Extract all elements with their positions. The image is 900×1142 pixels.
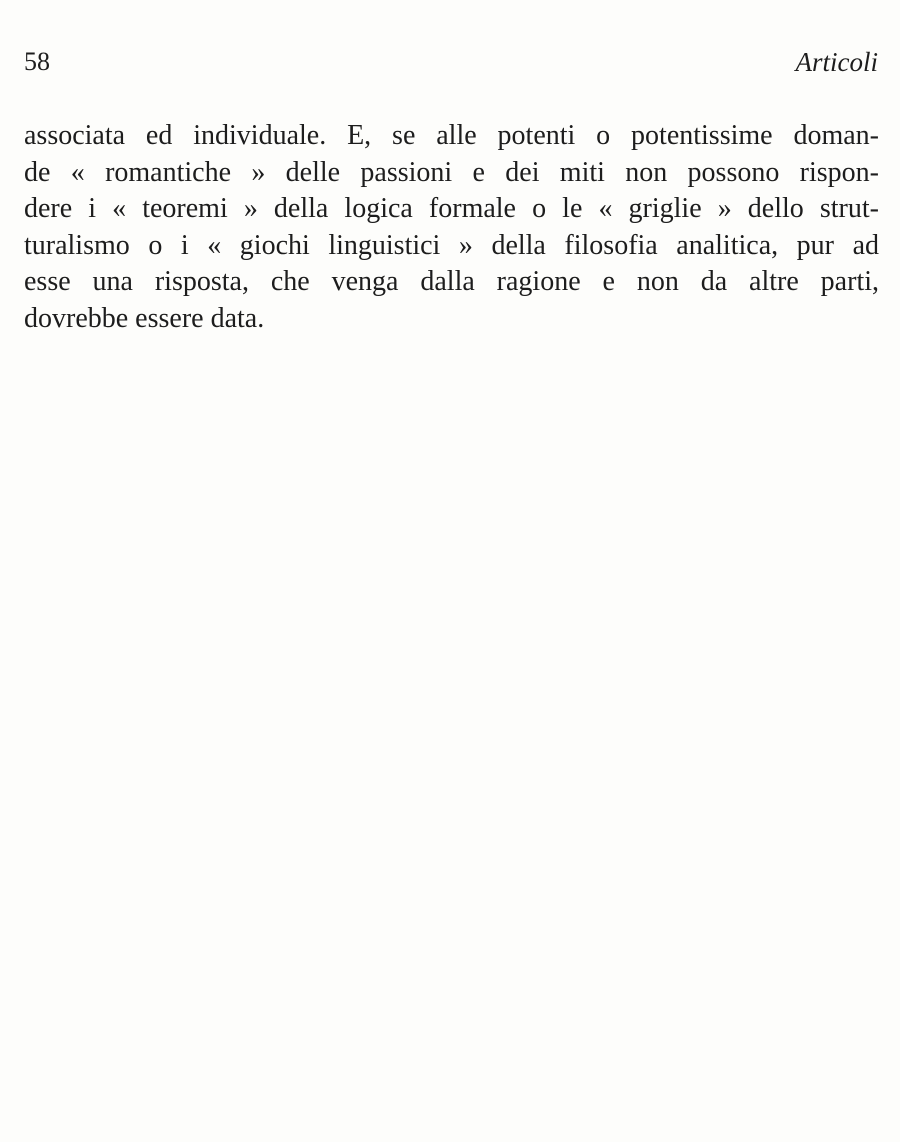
page-header	[24, 44, 878, 80]
text-line: associata ed individuale. E, se alle potenti o potentissime doman-	[24, 120, 879, 151]
text-line: de « romantiche » delle passioni e dei miti non possono rispon-	[24, 156, 879, 188]
running-head: Articoli	[795, 47, 878, 77]
text-line: turalismo o i « giochi linguistici » della filosofia analitica, pur ad	[24, 229, 879, 261]
page-number: 58	[24, 47, 50, 76]
text-line: dovrebbe essere data.	[24, 302, 265, 334]
text-line: dere i « teoremi » della logica formale o le « griglie » dello strut-	[24, 193, 879, 225]
text-line: esse una risposta, che venga dalla ragione e non da altre parti,	[24, 266, 879, 298]
body-paragraph	[24, 118, 879, 338]
